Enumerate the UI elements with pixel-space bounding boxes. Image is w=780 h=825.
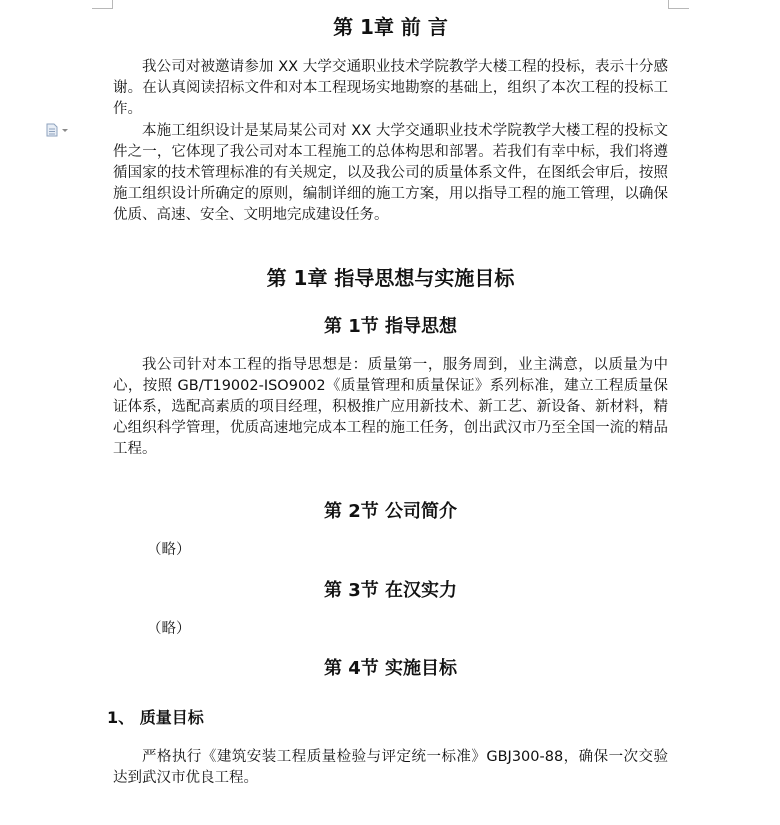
section-3-body: （略） [147,621,191,637]
preface-paragraph-1: 我公司对被邀请参加 XX 大学交通职业技术学院教学大楼工程的投标，表示十分感谢。在认真阅读招标文件和对本工程现场实地勘察的基础上，组织了本次工程的投标工作。 [113,59,668,117]
quality-goal-paragraph: 严格执行《建筑安装工程质量检验与评定统一标准》GBJ300-88，确保一次交验达到武汉市优良工程。 [113,749,668,786]
page-corner-top-right [668,0,689,9]
preface-heading: 第 1章 前 言 [333,15,448,39]
section-2-title: 第 2节 公司简介 [323,501,458,522]
preface-paragraph-2: 本施工组织设计是某局某公司对 XX 大学交通职业技术学院教学大楼工程的投标文件之一，它体现了我公司对本工程施工的总体构思和部署。若我们有幸中标，我们将遵循国家的技术管理标准的有关规定，以及我公司的质量体系文件，在图纸会审后，按照施工组织设计所确定的原则，编制详细的施工方案，用以指导工程的施工管理，以确保优质、高速、安全、文明地完成建设任务。 [113,123,668,223]
section-4-title: 第 4节 实施目标 [323,658,458,679]
section-2-body: （略） [147,542,191,558]
document-icon[interactable] [46,123,72,137]
section-3-title: 第 3节 在汉实力 [323,580,458,601]
chapter-heading: 第 1章 指导思想与实施目标 [266,266,515,290]
section-1-title: 第 1节 指导思想 [323,316,458,337]
section-1-paragraph: 我公司针对本工程的指导思想是：质量第一，服务周到，业主满意，以质量为中心，按照 GB/T19002-ISO9002《质量管理和质量保证》系列标准，建立工程质量保证体系，选配高素质的项目经理，积极推广应用新技术、新工艺、新设备、新材料，精心组织科学管理，优质高速地完成本工程的施工任务，创出武汉市乃至全国一流的精品工程。 [113,357,668,457]
page-corner-top-left [92,0,113,9]
quality-goal-heading: 1、 质量目标 [107,708,204,727]
